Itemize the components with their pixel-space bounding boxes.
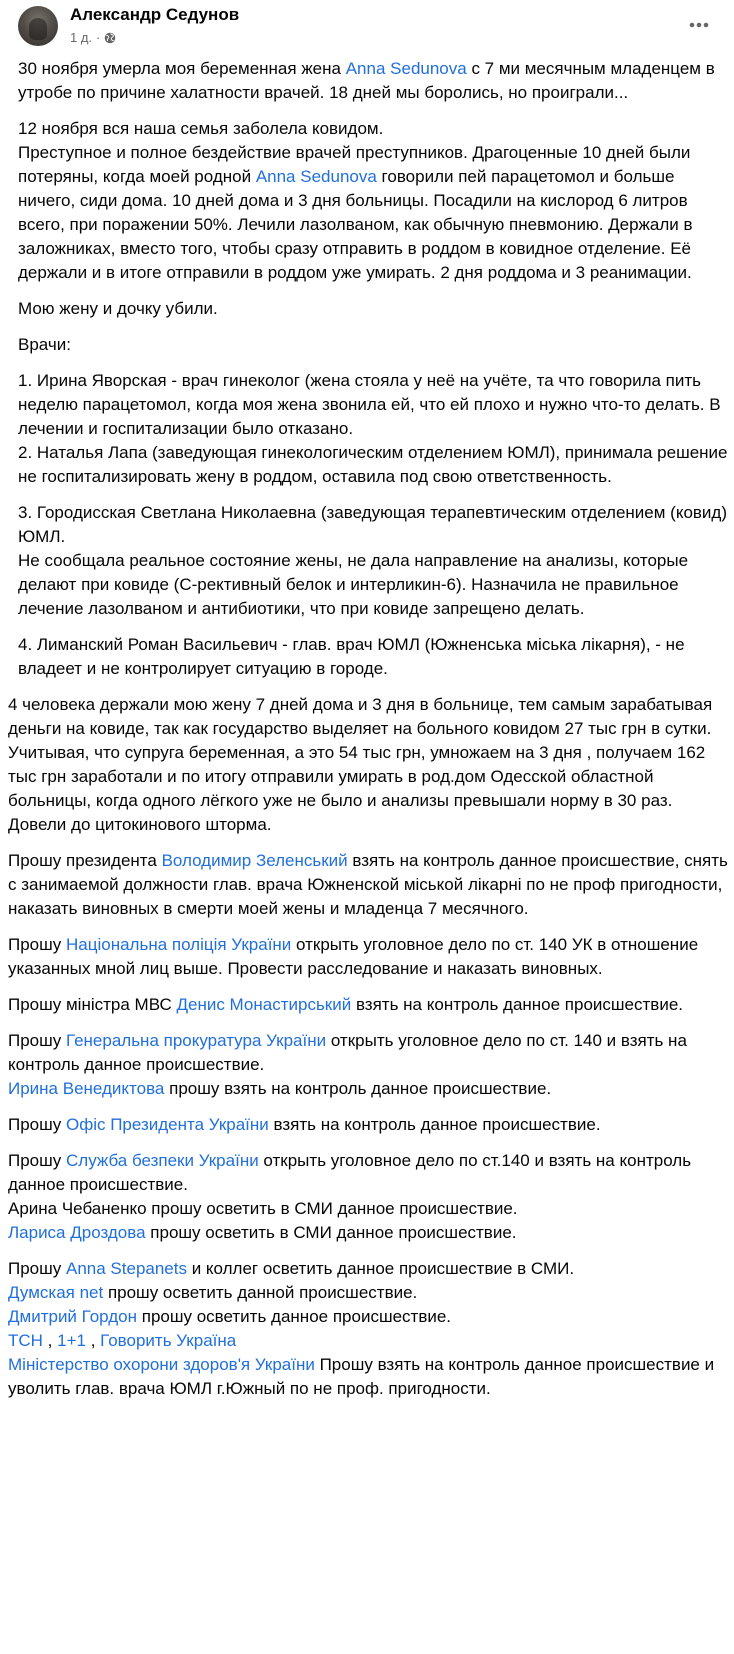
paragraph-14	[8, 1149, 728, 1245]
text: Прошу	[8, 1151, 66, 1170]
text: Не сообщала реальное состояние жены, не дала направление на анализы, которые делают при ковиде (С-рективный белок и интерликин-6). Назначила не правильное лечение лазолваном и антибиотики, что при ковиде запрещено делать.	[18, 551, 689, 618]
mention-dumskaya[interactable]: Думская net	[8, 1283, 104, 1302]
globe-icon[interactable]	[104, 32, 116, 44]
paragraph-10	[8, 933, 728, 981]
paragraph-8: 4 человека держали мою жену 7 дней дома и 3 дня в больнице, тем самым зарабатывая деньги на ковиде, так как государство выделяет на больного ковидом 27 тыс грн в сутки. Учитывая, что супруга беременная, а это 54 тыс грн, умножаем на 3 дня , получаем 162 тыс грн заработали и по итогу отправили умирать в род.дом Одесской областной больницы, когда одного лёгкого уже не было и анализы превышали норму в 30 раз. Довели до цитокинового шторма.	[8, 695, 713, 834]
avatar[interactable]	[18, 6, 58, 46]
text: Прошу	[8, 1031, 66, 1050]
paragraph-3: Мою жену и дочку убили.	[18, 299, 218, 318]
paragraph-5	[8, 369, 728, 489]
text: Прошу взять на контроль данное происшествие и уволить глав. врача ЮМЛ г.Южный по не проф. пригодности.	[8, 1355, 715, 1398]
mention-monastyrsky[interactable]: Денис Монастирський	[176, 995, 352, 1014]
text: 3. Городисская Светлана Николаевна (заведующая терапевтическим отделением (ковид) ЮМЛ.	[18, 503, 728, 546]
mention-anna-sedunova[interactable]: Anna Sedunova	[255, 167, 377, 186]
text: взять на контроль данное происшествие.	[351, 995, 683, 1014]
text: взять на контроль данное происшествие, снять с занимаемой должности глав. врача Южненской міськой лікарні по не проф пригодности, наказать виновных в смерти моей жены и младенца 7 месячного.	[8, 851, 728, 918]
meta-separator: ·	[96, 30, 101, 45]
text: прошу осветить данной происшествие.	[103, 1283, 418, 1302]
text: прошу осветить в СМИ данное происшествие.	[145, 1223, 517, 1242]
text: Прошу	[8, 1115, 66, 1134]
post-text	[8, 57, 728, 1401]
text: 1. Ирина Яворская - врач гинеколог (жена стояла у неё на учёте, та что говорила пить неделю парацетомол, когда моя жена звонила ей, что ей плохо и нужно что-то делать. В лечении и госпитализации было отказано.	[18, 371, 721, 438]
paragraph-13	[8, 1113, 728, 1137]
paragraph-12	[8, 1029, 728, 1101]
mention-sbu[interactable]: Служба безпеки України	[66, 1151, 259, 1170]
mention-govoryt-ukraina[interactable]: Говорить Україна	[100, 1331, 237, 1350]
text: открыть уголовное дело по ст. 140 УК в отношение указанных мной лиц выше. Провести расследование и наказать виновных.	[8, 935, 699, 978]
paragraph-4: Врачи:	[18, 335, 71, 354]
text: 12 ноября вся наша семья заболела ковидом.	[18, 119, 384, 138]
text: Арина Чебаненко прошу осветить в СМИ данное происшествие.	[8, 1199, 518, 1218]
more-options-button[interactable]	[682, 8, 716, 42]
paragraph-9	[8, 849, 728, 921]
text: 2. Наталья Лапа (заведующая гинекологическим отделением ЮМЛ), принимала решение не госпитализировать жену в роддом, оставила под свою ответственность.	[18, 443, 728, 486]
post-meta	[70, 30, 116, 45]
mention-drozdova[interactable]: Лариса Дроздова	[8, 1223, 146, 1242]
paragraph-6	[8, 501, 728, 621]
text: прошу осветить данное происшествие.	[137, 1307, 452, 1326]
mention-tsn[interactable]: ТСН	[8, 1331, 43, 1350]
text: открыть уголовное дело по ст.140 и взять на контроль данное происшествие.	[8, 1151, 692, 1194]
more-horizontal-icon	[689, 22, 709, 28]
paragraph-1	[8, 57, 728, 105]
paragraph-7: 4. Лиманский Роман Васильевич - глав. врач ЮМЛ (Южненська міська лікарня), - не владеет и не контролирует ситуацию в городе.	[18, 635, 685, 678]
mention-venediktova[interactable]: Ирина Венедиктова	[8, 1079, 165, 1098]
text: говорили пей парацетомол и больше ничего, сиди дома. 10 дней дома и 3 дня больницы. Посадили на кислород 6 литров всего, при поражении 50%. Лечили лазолваном, как обычную пневмонию. Держали в заложниках, вместо того, чтобы сразу отправить в роддом в ковидное отделение. Её держали и в итоге отправили в роддом уже умирать. 2 дня роддома и 3 реанимации.	[18, 167, 693, 282]
mention-anna-sedunova[interactable]: Anna Sedunova	[345, 59, 467, 78]
text: 30 ноября умерла моя беременная жена	[18, 59, 346, 78]
post-time[interactable]: 1 д.	[70, 30, 93, 45]
post-header	[0, 0, 734, 60]
text: ,	[42, 1331, 58, 1350]
paragraph-11	[8, 993, 728, 1017]
text: ,	[85, 1331, 101, 1350]
text: Прошу	[8, 1259, 66, 1278]
mention-zelensky[interactable]: Володимир Зеленський	[161, 851, 348, 870]
mention-prosecutor-general[interactable]: Генеральна прокуратура України	[66, 1031, 327, 1050]
text: взять на контроль данное происшествие.	[268, 1115, 601, 1134]
text: Прошу президента	[8, 851, 162, 870]
mention-gordon[interactable]: Дмитрий Гордон	[8, 1307, 138, 1326]
text: Прошу міністра МВС	[8, 995, 177, 1014]
text: открыть уголовное дело по ст. 140 и взять на контроль данное происшествие.	[8, 1031, 687, 1074]
mention-1plus1[interactable]: 1+1	[57, 1331, 86, 1350]
text: и коллег осветить данное происшествие в СМИ.	[186, 1259, 575, 1278]
text: с 7 ми месячным младенцем в утробе по причине халатности врачей. 18 дней мы боролись, но проиграли...	[18, 59, 715, 102]
text: Прошу	[8, 935, 66, 954]
paragraph-15	[8, 1257, 728, 1401]
text: прошу взять на контроль данное происшествие.	[164, 1079, 552, 1098]
mention-national-police[interactable]: Національна поліція України	[66, 935, 292, 954]
text: Преступное и полное бездействие врачей преступников. Драгоценные 10 дней были потеряны, когда моей родной	[18, 143, 691, 186]
paragraph-2	[8, 117, 728, 285]
mention-anna-stepanets[interactable]: Anna Stepanets	[66, 1259, 187, 1278]
mention-president-office[interactable]: Офіс Президента України	[66, 1115, 269, 1134]
mention-health-ministry[interactable]: Міністерство охорони здоров'я України	[8, 1355, 315, 1374]
author-name[interactable]: Александр Седунов	[70, 5, 240, 24]
